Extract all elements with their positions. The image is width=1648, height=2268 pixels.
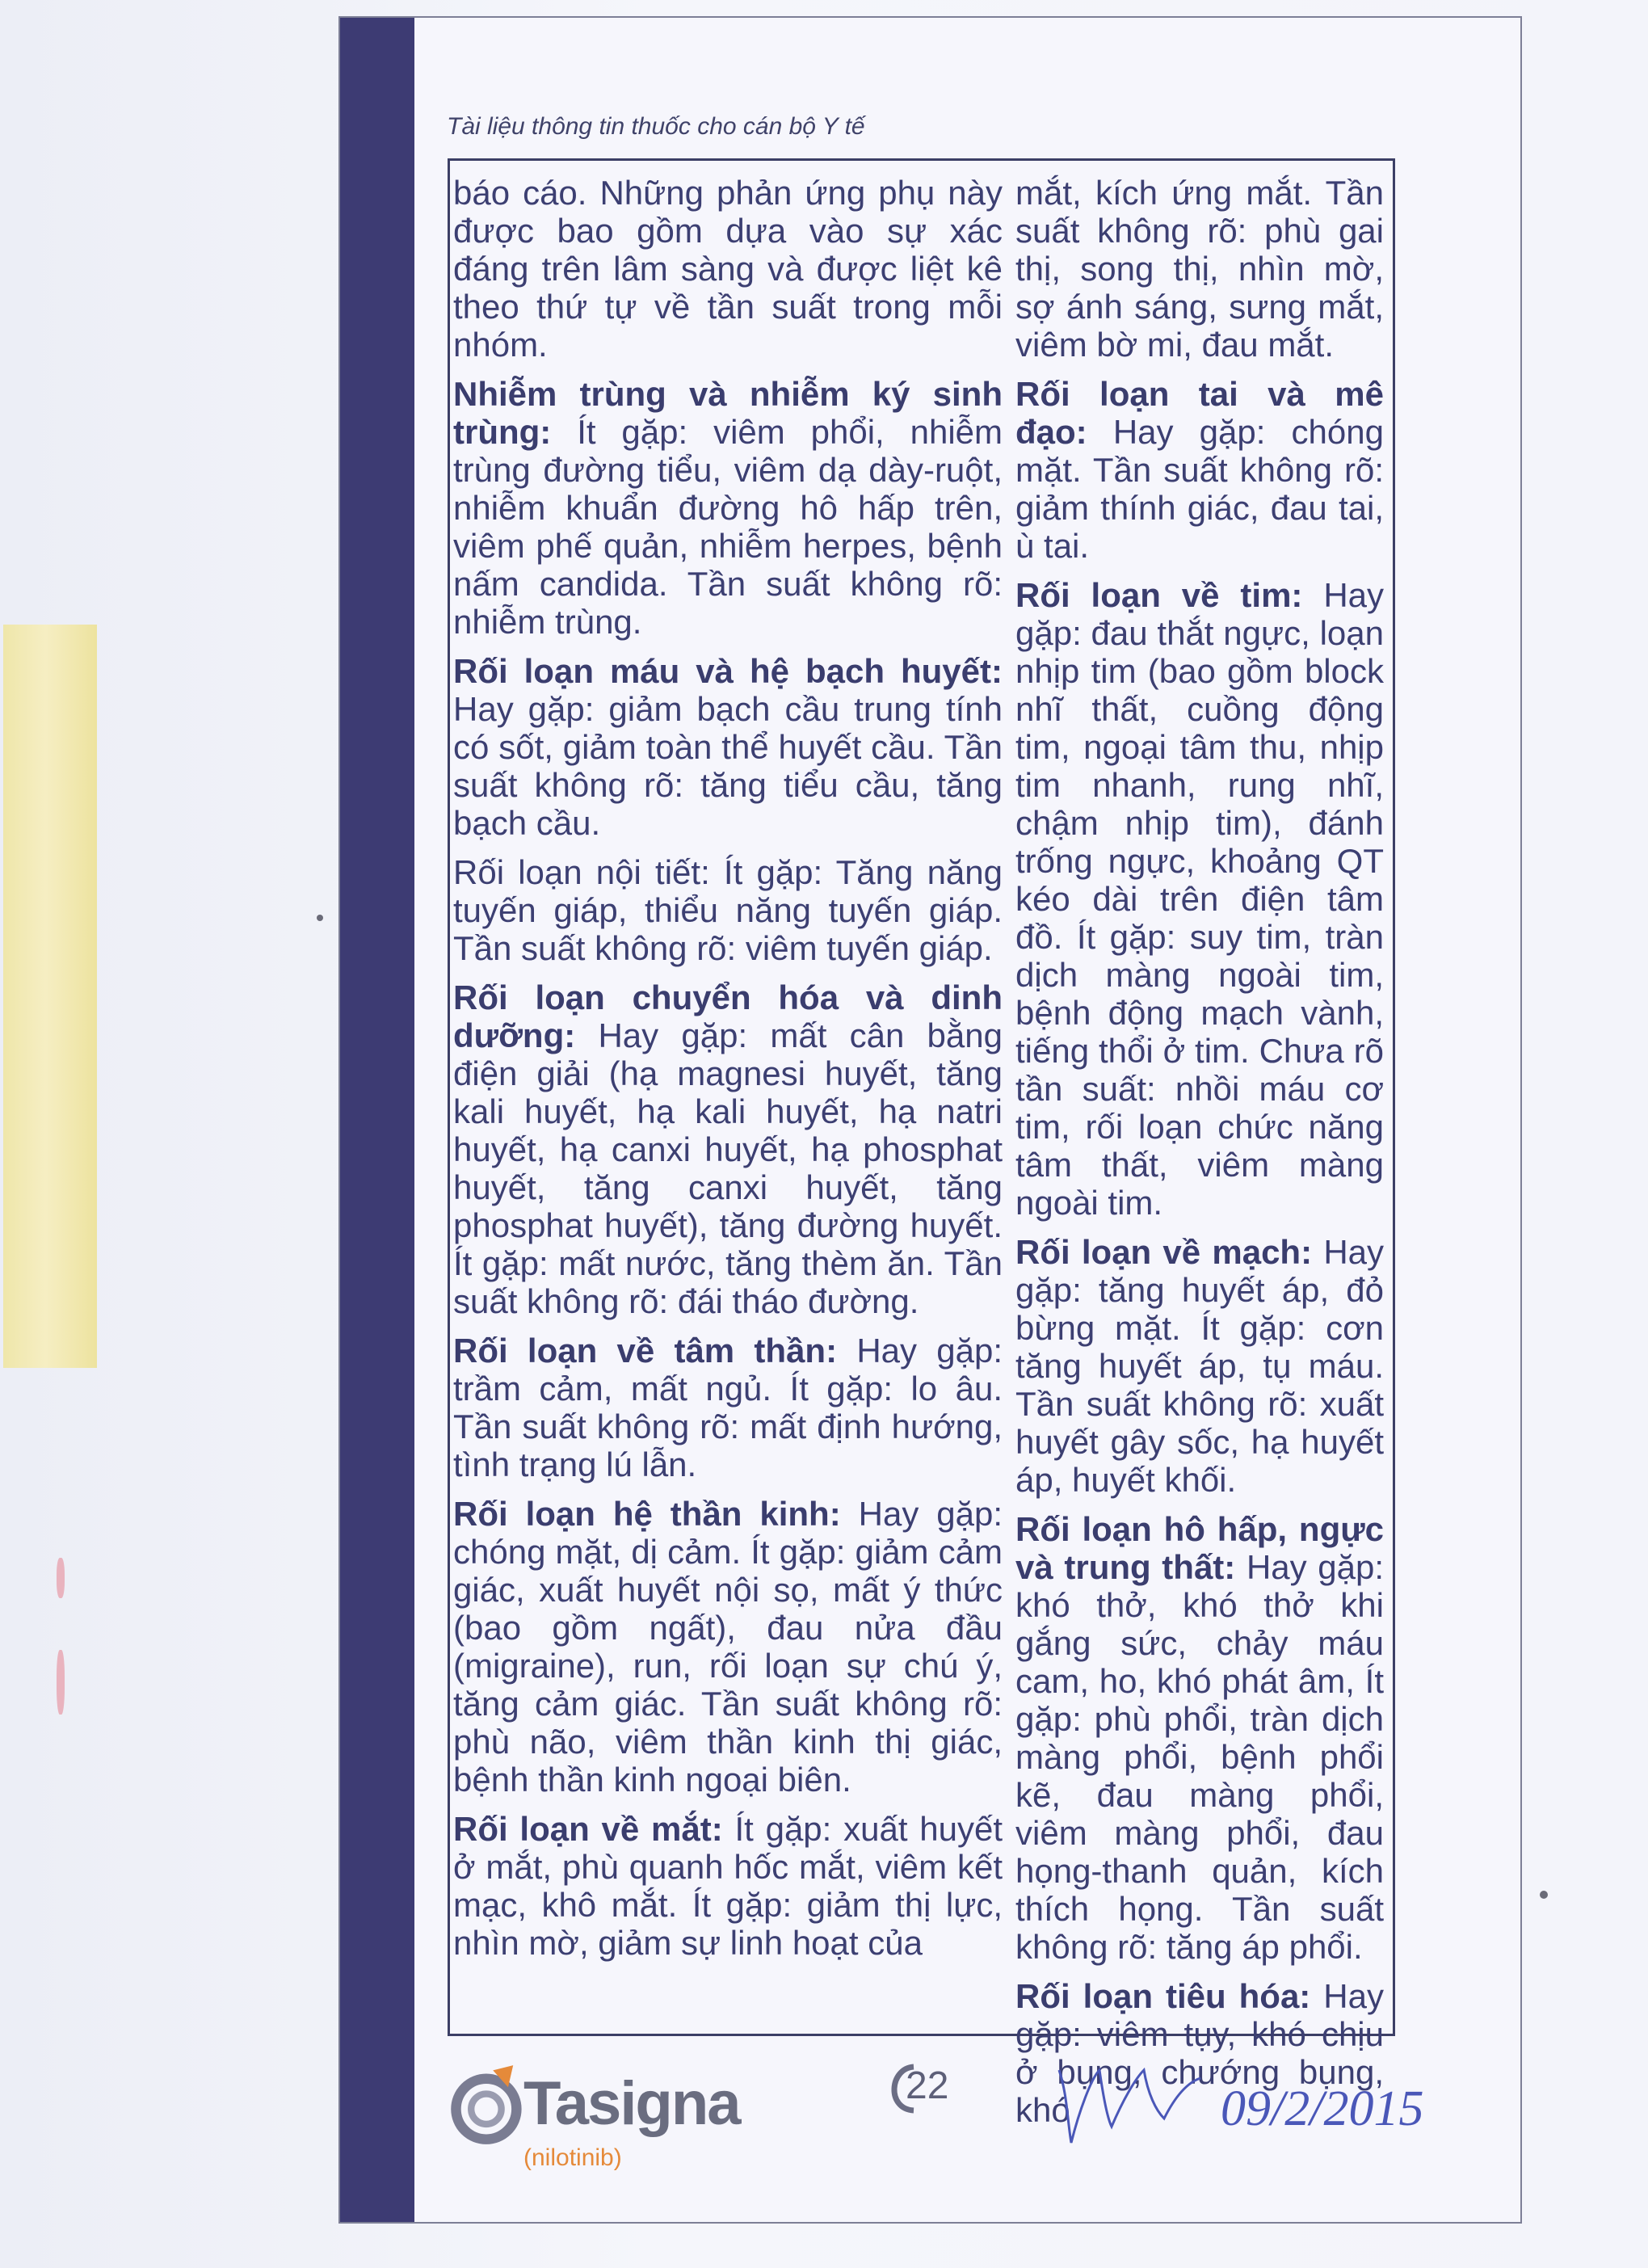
scan-speck bbox=[1540, 1891, 1548, 1899]
section-heading: Rối loạn tai và mê đạo: bbox=[1015, 375, 1384, 451]
brand-name: Tasigna bbox=[523, 2069, 740, 2138]
section-heading: Rối loạn tiêu hóa: bbox=[1015, 1977, 1311, 2015]
adhesive-tape bbox=[3, 625, 97, 1368]
sidebar-band bbox=[340, 18, 414, 2222]
scan-speck bbox=[317, 915, 323, 921]
left-column-paragraph bbox=[453, 853, 1003, 967]
left-column-paragraph bbox=[453, 375, 1003, 641]
left-column-paragraph bbox=[453, 978, 1003, 1320]
section-heading: Rối loạn máu và hệ bạch huyết: bbox=[453, 652, 1003, 690]
handwritten-date: 09/2/2015 bbox=[1221, 2081, 1424, 2136]
section-heading: Rối loạn về mạch: bbox=[1015, 1233, 1313, 1271]
section-text: Hay gặp: đau thắt ngực, loạn nhịp tim (bao gồm block nhĩ thất, cuồng động tim, ngoại tâm thu, nhịp tim nhanh, rung nhĩ, chậm nhịp tim), đánh trống ngực, khoảng QT kéo dài trên điện tâm đồ. Ít gặp: suy tim, tràn dịch màng ngoài tim, bệnh động mạch vành, tiếng thổi ở tim. Chưa rõ tần suất: nhồi máu cơ tim, rối loạn chức năng tâm thất, viêm màng ngoài tim. bbox=[1015, 576, 1385, 1222]
section-heading: Rối loạn về tâm thần: bbox=[453, 1332, 838, 1370]
section-heading: Rối loạn chuyển hóa và dinh dưỡng: bbox=[453, 978, 1003, 1054]
section-text: Rối loạn nội tiết: Ít gặp: Tăng năng tuyến giáp, thiểu năng tuyến giáp. Tần suất không rõ: viêm tuyến giáp. bbox=[453, 853, 1003, 967]
red-stain bbox=[57, 1650, 65, 1715]
header-note: Tài liệu thông tin thuốc cho cán bộ Y tế bbox=[447, 113, 865, 140]
section-text: Hay gặp: chóng mặt, dị cảm. Ít gặp: giảm cảm giác, xuất huyết nội sọ, mất ý thức (bao gồm ngất), đau nửa đầu (migraine), run, rối loạn sự chú ý, tăng cảm giác. Tần suất không rõ: phù não, viêm thần kinh thị giác, bệnh thần kinh ngoại biên. bbox=[453, 1495, 1003, 1799]
section-text: Hay gặp: tăng huyết áp, đỏ bừng mặt. Ít gặp: cơn tăng huyết áp, tụ máu. Tần suất không rõ: xuất huyết gây sốc, hạ huyết áp, huyết khối. bbox=[1015, 1233, 1385, 1499]
right-column-paragraph bbox=[1015, 1233, 1384, 1499]
page-number bbox=[881, 2060, 994, 2117]
right-column-paragraph bbox=[1015, 1510, 1384, 1966]
page-number-text: 22 bbox=[906, 2064, 949, 2107]
tasigna-logo bbox=[446, 2052, 740, 2182]
section-text: Hay gặp: chóng mặt. Tần suất không rõ: giảm thính giác, đau tai, ù tai. bbox=[1015, 413, 1384, 565]
section-heading: Rối loạn về tim: bbox=[1015, 576, 1303, 614]
left-column-paragraph bbox=[453, 1332, 1003, 1483]
section-text: Ít gặp: viêm phổi, nhiễm trùng đường tiểu, viêm dạ dày-ruột, nhiễm khuẩn đường hô hấp trên, viêm phế quản, nhiễm herpes, bệnh nấm candida. Tần suất không rõ: nhiễm trùng. bbox=[453, 413, 1003, 641]
section-heading: Nhiễm trùng và nhiễm ký sinh trùng: bbox=[453, 375, 1003, 451]
brand-subtitle: (nilotinib) bbox=[523, 2144, 622, 2171]
section-text: mắt, kích ứng mắt. Tần suất không rõ: phù gai thị, song thị, nhìn mờ, sợ ánh sáng, sưng mắt, viêm bờ mi, đau mắt. bbox=[1015, 174, 1384, 364]
left-column bbox=[453, 174, 1003, 1973]
section-text: Hay gặp: giảm bạch cầu trung tính có sốt, giảm toàn thể huyết cầu. Tần suất không rõ: tăng tiểu cầu, tăng bạch cầu. bbox=[453, 690, 1003, 842]
section-text: Hay gặp: viêm tụy, khó chịu ở bụng, chướng bụng, khó bbox=[1015, 1977, 1384, 2129]
section-text: báo cáo. Những phản ứng phụ này được bao gồm dựa vào sự xác đáng trên lâm sàng và được liệt kê theo thứ tự về tần suất trong mỗi nhóm. bbox=[453, 174, 1003, 364]
left-column-paragraph bbox=[453, 174, 1003, 364]
section-text: Hay gặp: mất cân bằng điện giải (hạ magnesi huyết, tăng kali huyết, hạ kali huyết, hạ natri huyết, hạ canxi huyết, hạ phosphat huyết, tăng canxi huyết, tăng phosphat huyết), tăng đường huyết. Ít gặp: mất nước, tăng thèm ăn. Tần suất không rõ: đái tháo đường. bbox=[453, 1016, 1003, 1320]
left-column-paragraph bbox=[453, 1810, 1003, 1962]
section-text: Hay gặp: trầm cảm, mất ngủ. Ít gặp: lo âu. Tần suất không rõ: mất định hướng, tình trạng lú lẫn. bbox=[453, 1332, 1003, 1483]
left-column-paragraph bbox=[453, 652, 1003, 842]
section-heading: Rối loạn hô hấp, ngực và trung thất: bbox=[1015, 1510, 1384, 1586]
section-heading: Rối loạn về mắt: bbox=[453, 1810, 723, 1848]
tasigna-logo-icon bbox=[446, 2062, 530, 2146]
document-sheet bbox=[338, 16, 1522, 2224]
section-heading: Rối loạn hệ thần kinh: bbox=[453, 1495, 841, 1533]
right-column-paragraph bbox=[1015, 576, 1384, 1222]
right-column bbox=[1015, 174, 1384, 2140]
section-text: Ít gặp: xuất huyết ở mắt, phù quanh hốc mắt, viêm kết mạc, khô mắt. Ít gặp: giảm thị lực, nhìn mờ, giảm sự linh hoạt của bbox=[453, 1810, 1003, 1962]
handwritten-signature-date bbox=[1035, 2022, 1487, 2159]
left-column-paragraph bbox=[453, 1495, 1003, 1799]
section-text: Hay gặp: khó thở, khó thở khi gắng sức, chảy máu cam, ho, khó phát âm, Ít gặp: phù phổi, tràn dịch màng phổi, bệnh phổi kẽ, đau màng phổi, viêm màng phổi, đau họng-thanh quản, kích thích họng. Tần suất không rõ: tăng áp phổi. bbox=[1015, 1548, 1385, 1966]
right-column-paragraph bbox=[1015, 174, 1384, 364]
red-stain bbox=[57, 1558, 65, 1598]
right-column-paragraph bbox=[1015, 375, 1384, 565]
